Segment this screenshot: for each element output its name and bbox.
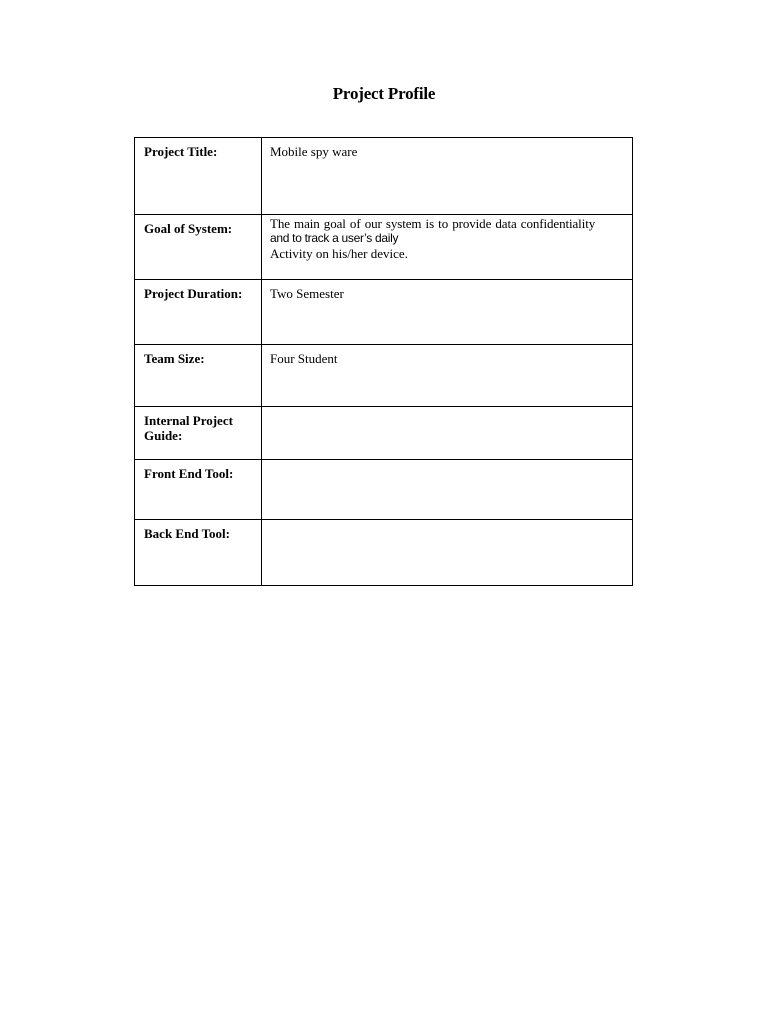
table-row-project-title (135, 138, 633, 215)
label-cell (135, 280, 262, 345)
row-label: Goal of System: (144, 221, 233, 236)
table-row-team-size (135, 345, 633, 407)
goal-value-line: Activity on his/her device. (270, 246, 408, 261)
table-row-back-end-tool (135, 520, 633, 586)
row-label: Internal Project Guide: (144, 413, 233, 443)
value-cell (262, 138, 633, 215)
row-label: Front End Tool: (144, 466, 234, 481)
goal-value-line: and to track a user’s daily (270, 231, 399, 245)
page-title: Project Profile (332, 84, 436, 103)
value-cell (262, 460, 633, 520)
label-cell (135, 407, 262, 460)
table-row-front-end-tool (135, 460, 633, 520)
label-cell (135, 460, 262, 520)
project-duration-value: Two Semester (270, 286, 344, 301)
row-label: Project Title: (144, 144, 218, 159)
value-cell (262, 345, 633, 407)
label-cell (135, 520, 262, 586)
value-cell (262, 280, 633, 345)
label-cell (135, 215, 262, 280)
value-cell (262, 520, 633, 586)
value-cell (262, 407, 633, 460)
table-row-project-duration (135, 280, 633, 345)
row-label: Team Size: (144, 351, 205, 366)
row-label: Project Duration: (144, 286, 243, 301)
row-label: Back End Tool: (144, 526, 230, 541)
team-size-value: Four Student (270, 351, 338, 366)
goal-value-line: The main goal of our system is to provide data confidentiality (270, 216, 596, 231)
table-row-goal-of-system (135, 215, 633, 280)
value-cell (262, 215, 633, 280)
label-cell (135, 138, 262, 215)
project-profile-table (134, 137, 633, 586)
project-title-value: Mobile spy ware (270, 144, 358, 159)
label-cell (135, 345, 262, 407)
table-row-internal-project-guide (135, 407, 633, 460)
